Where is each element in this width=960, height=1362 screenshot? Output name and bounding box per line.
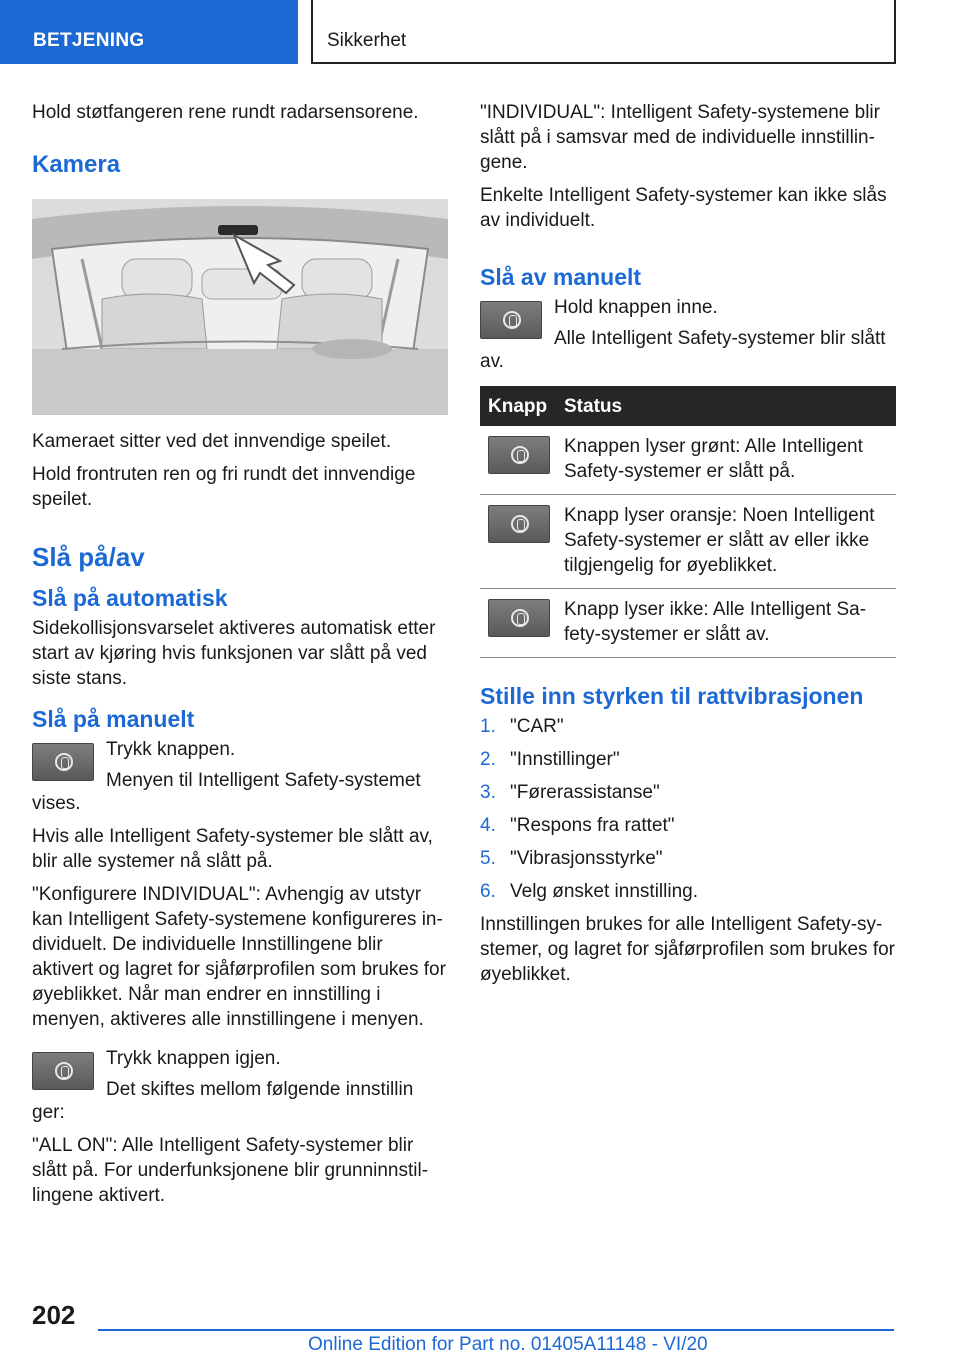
off-heading: Slå av manuelt	[480, 264, 642, 290]
header-section-label: BETJENING	[33, 30, 145, 51]
list-item: 4. "Respons fra rattet"	[480, 815, 675, 836]
list-item: 3. "Førerassistanse"	[480, 782, 660, 803]
manual-paragraph-3: "ALL ON": Alle Intelligent Safety-systemer blir slått på. For underfunksjonene blir grunninnstillingene aktivert.	[32, 1135, 429, 1206]
camera-interior-photo	[32, 199, 448, 415]
camera-heading: Kamera	[32, 151, 121, 178]
camera-clean-text: Hold frontruten ren og fri rundt det innvendige speilet.	[32, 464, 416, 510]
vibration-paragraph: Innstillingen brukes for alle Intelligent Safety-systemer, og lagret for sjåførprofilen som brukes for øyeblikket.	[480, 914, 895, 985]
onoff-heading: Slå på/av	[32, 542, 145, 572]
safety-button-orange-icon	[488, 505, 550, 543]
manual-paragraph-2: "Konfigurere INDIVIDUAL": Avhengig av utstyr kan Intelligent Safety-systemene konfigureres individuelt. De individuelle Innstillingene blir aktivert og lagret for sjåførprofilen som brukes for øyeblikket. Når man endrer en innstilling i menyen, aktiveres alle innstillingene i menyen.	[32, 884, 446, 1030]
safety-button-icon	[32, 743, 94, 781]
table-row	[480, 426, 896, 495]
table-row	[480, 495, 896, 589]
safety-button-icon	[480, 301, 542, 339]
individual-paragraph: "INDIVIDUAL": Intelligent Safety-systemene blir slått på i samsvar med de individuelle innstillingene.	[480, 102, 880, 173]
some-systems-paragraph: Enkelte Intelligent Safety-systemer kan ikke slås av individuelt.	[480, 185, 887, 231]
manual-step-menu: Menyen til Intelligent Safety-systemet	[106, 770, 421, 791]
header-section-tab	[0, 0, 298, 64]
vibration-heading: Stille inn styrken til rattvibrasjonen	[480, 683, 864, 709]
manual-button-row-1	[32, 737, 448, 816]
manual-step-press-again: Trykk knappen igjen.	[106, 1048, 281, 1069]
list-item: 5. "Vibrasjonsstyrke"	[480, 848, 663, 869]
intro-paragraph: Hold støtfangeren rene rundt radarsensorene.	[32, 102, 419, 123]
camera-location-text: Kameraet sitter ved det innvendige speilet.	[32, 431, 392, 452]
right-column	[480, 100, 896, 995]
manual-step-press: Trykk knappen.	[106, 739, 236, 760]
manual-heading: Slå på manuelt	[32, 706, 195, 732]
list-item: 1. "CAR"	[480, 716, 564, 737]
off-step-result-tail: av.	[480, 351, 504, 372]
page-number: 202	[32, 1300, 76, 1330]
safety-button-off-icon	[488, 599, 550, 637]
table-cell-status: Knapp lyser ikke: Alle Intelligent Safety-systemer er slått av.	[556, 589, 896, 658]
table-header-button: Knapp	[480, 386, 556, 426]
table-header-status: Status	[556, 386, 896, 426]
left-column	[32, 100, 448, 1216]
safety-button-icon	[32, 1052, 94, 1090]
off-button-row	[480, 295, 896, 374]
header-chapter-box	[311, 0, 896, 64]
table-cell-status: Knappen lyser grønt: Alle Intelligent Safety-systemer er slått på.	[556, 426, 896, 495]
table-row	[480, 589, 896, 658]
manual-button-row-2	[32, 1046, 448, 1125]
vibration-steps-list	[480, 714, 896, 904]
manual-step-toggle-tail: ger:	[32, 1102, 65, 1123]
table-cell-status: Knapp lyser oransje: Noen Intelligent Safety-systemer er slått av eller ikke tilgjengelig for øyeblikket.	[556, 495, 896, 589]
safety-button-green-icon	[488, 436, 550, 474]
off-step-hold: Hold knappen inne.	[554, 297, 718, 318]
footer-edition-text: Online Edition for Part no. 01405A11148 - VI/20	[308, 1334, 708, 1355]
list-item: 6. Velg ønsket innstilling.	[480, 881, 698, 902]
header-chapter-label: Sikkerhet	[327, 30, 407, 51]
manual-step-toggle: Det skiftes mellom følgende innstillin	[106, 1079, 414, 1100]
off-step-result: Alle Intelligent Safety-systemer blir slått	[554, 328, 886, 349]
footer-divider	[98, 1329, 894, 1331]
manual-step-menu-tail: vises.	[32, 793, 81, 814]
auto-paragraph: Sidekollisjonsvarselet aktiveres automatisk etter start av kjøring hvis funksjonen var slått på ved siste stans.	[32, 618, 436, 689]
button-status-table	[480, 386, 896, 658]
list-item: 2. "Innstillinger"	[480, 749, 620, 770]
manual-paragraph-1: Hvis alle Intelligent Safety-systemer ble slått av, blir alle systemer nå slått på.	[32, 826, 433, 872]
auto-heading: Slå på automatisk	[32, 585, 228, 611]
